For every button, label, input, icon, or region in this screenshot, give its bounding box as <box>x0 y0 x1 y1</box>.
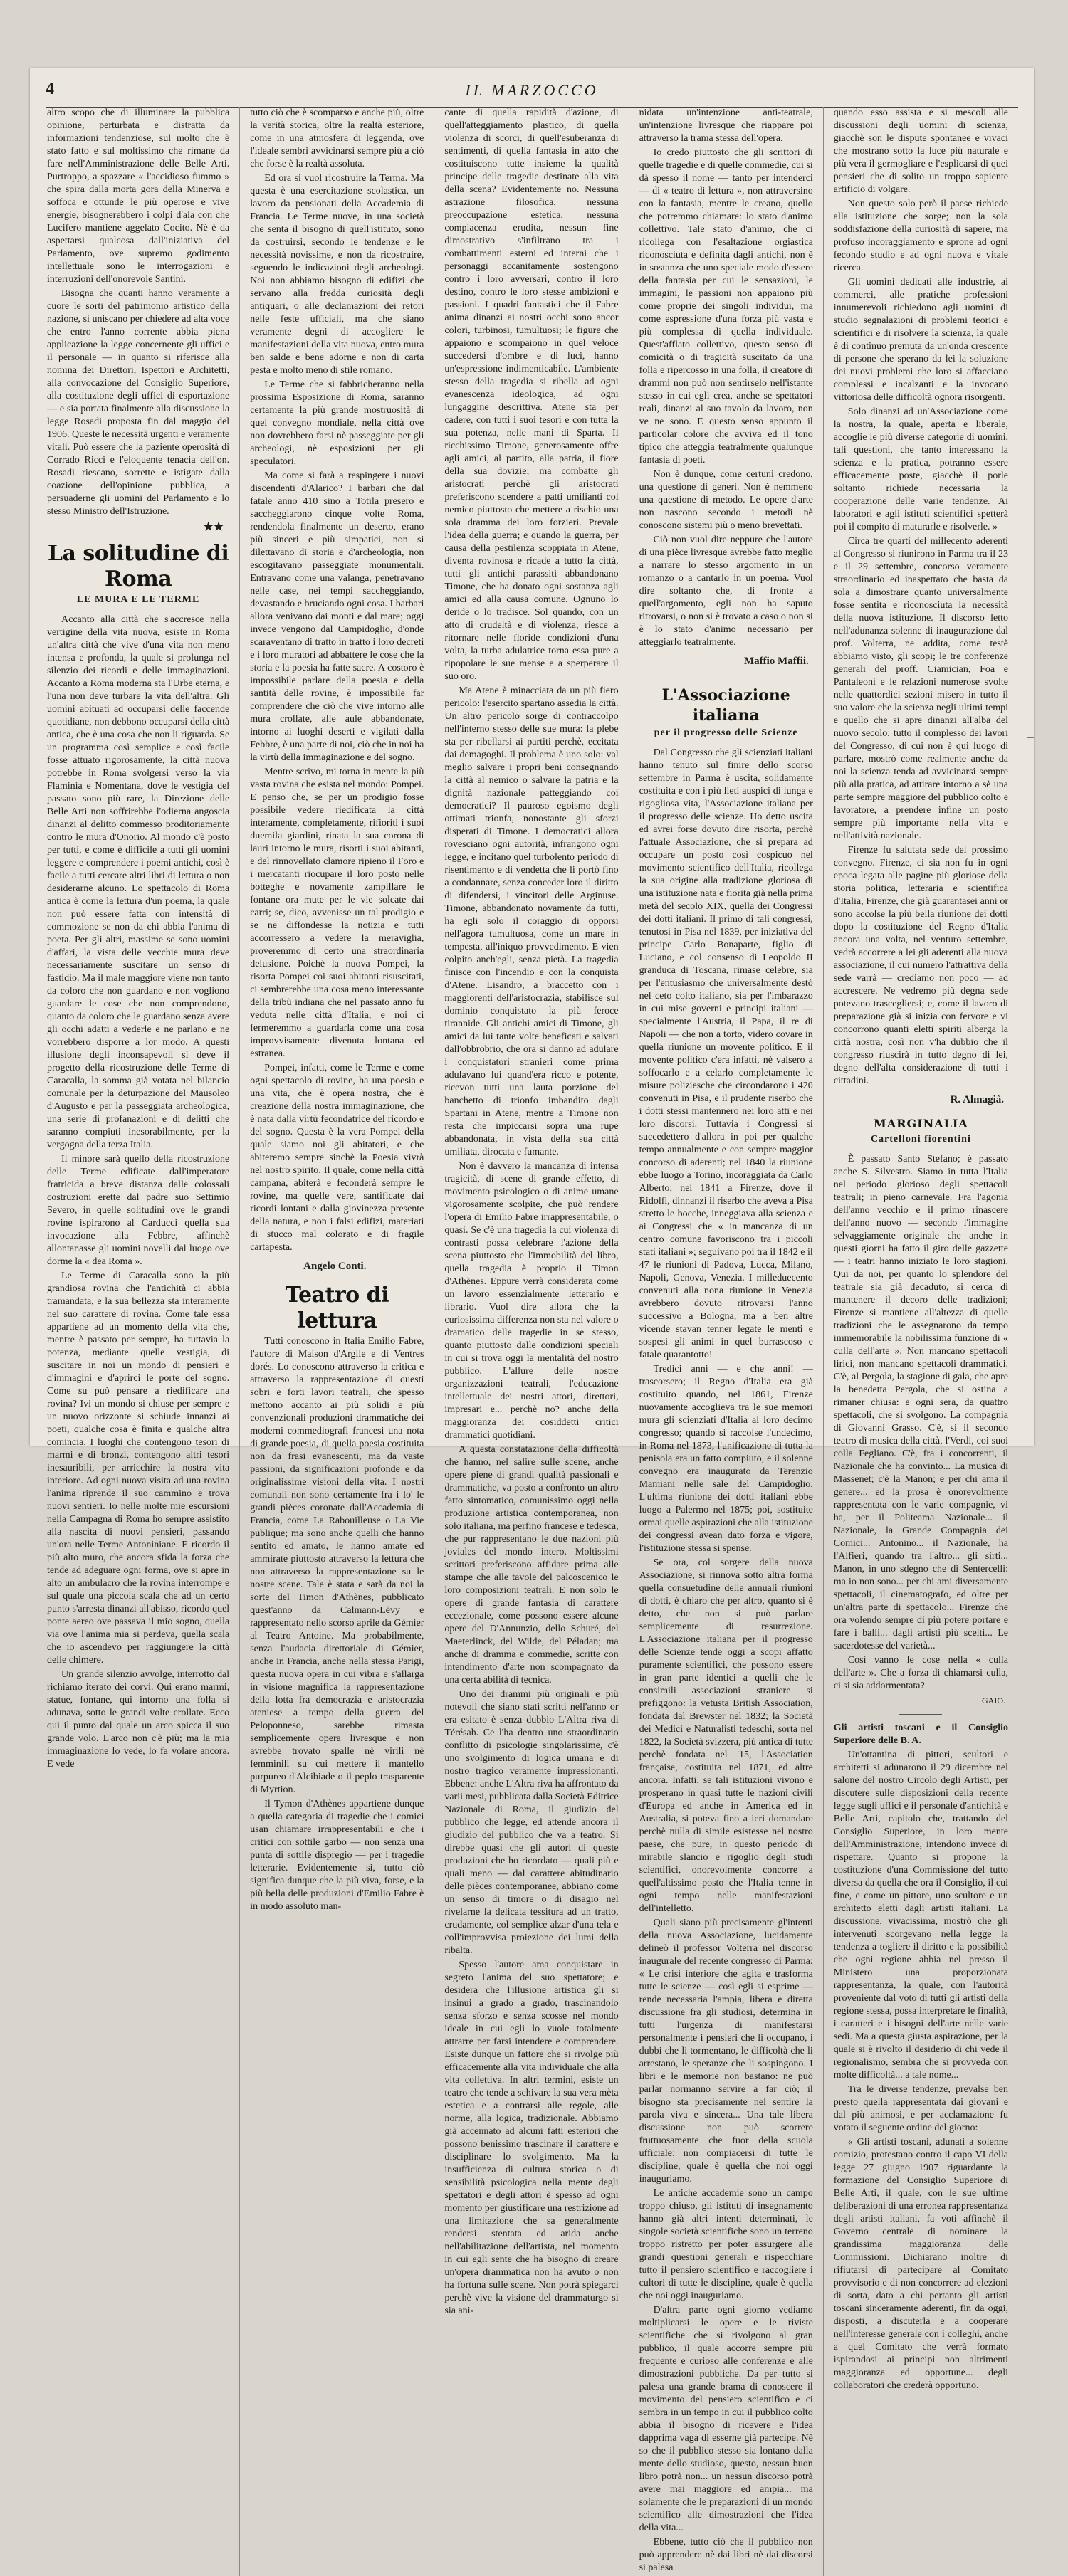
paragraph: Uno dei drammi più originali e più notevoli che siano stati scritti nell'anno or era esitato è senza dubbio L'Altra riva di Térésah. Ce l'ha dentro uno straordinario conflitto di psicologie singolarissime, c'è uno svolgimento di logica umana e di nostro tragico veramente impressionanti. Ebbene: anche L'Altra riva ha affrontato da varii mesi, pubblicata dalla Società Editrice Nazionale di Roma, il giudizio del pubblico che legge, ed attende ancora il giudizio del pubblico che va a teatro. Si direbbe quasi che gli autori di queste produzioni che ho ricordato — quali più e quali meno — dal carattere abitudinario delle pièces contemporanee, abbiano come un senso di timore o di disagio nel rivelarne la delicata tessitura ad un tratto, crudamente, col semplice alzar d'una tela e coll'improvvisa proiezione dei lumi della ribalta. <box>444 1689 619 1956</box>
article-subtitle: per il progresso delle Scienze <box>654 727 798 738</box>
paragraph: Mentre scrivo, mi torna in mente la più vasta rovina che esista nel mondo: Pompei. E penso che, se per un prodigio fosse possibile vedere riedificata la città interamente, completamente, rifioriti i suoi duemila giardini, rinata la sua corona di lauri intorno le mura, risorti i suoi abitanti, e del rinnovellato clamore ripieno il Foro e i mercatanti riocupare il loro posto nelle botteghe e novamente zampillare le fontane ora mute per le vie solcate dai carri; se, dico, avvenisse un tal prodigio e se ne diffondesse la notizia e tutti accorressero a vedere la meraviglia, proveremmo di certo una straordinaria delusione. Poichè la nuova Pompei, la risorta Pompei coi suoi abitanti risuscitati, ci sembrerebbe una cosa meno interessante della tribù indiana che nel passato anno fu veduta nelle città d'Italia, e noi ci fermeremmo a guardarla come una cosa improvvisamente divenuta lontana ed estranea. <box>250 767 424 1059</box>
paragraph: Tra le diverse tendenze, prevalse ben presto quella rappresentata dai giovani e dal più animosi, e per acclamazione fu votato il seguente ordine del giorno: <box>833 2084 1008 2133</box>
paragraph: altro scopo che di illuminare la pubblica opinione, perturbata e distratta da informazioni tendenziose, sul molto che è stato fatto e sul moltissimo che rimane da fare nell'Amministrazione delle Belle Arti. Purtroppo, a spazzare « l'accidioso fummo » che spira dalla morta gora della Minerva e soffoca e ottunde le più operose e vive energie, bisognerebbero i colpi d'ala con che Lucifero mantiene aggelato Cocito. Nè è da aspettarsi qualcosa dall'iniziativa del Parlamento, ove supremo godimento intellettuale sono le interrogazioni e interruzioni dell'onorevole Santini. <box>47 107 230 285</box>
paragraph: Le antiche accademie sono un campo troppo chiuso, gli istituti di insegnamento hanno già altri intenti determinati, le singole società scientifiche sono un terreno troppo ristretto per poter assurgere alle grandi questioni generali e rispecchiare tutto il pensiero scientifico e raccogliere i cultori di tutte le discipline, quale è quella che noi oggi inauguriamo. <box>639 2188 813 2301</box>
article-title: La solitudine di Roma <box>47 541 229 592</box>
divider <box>899 1714 942 1715</box>
section-subtitle: Cartelloni fiorentini <box>870 1134 971 1145</box>
paragraph: Spesso l'autore ama conquistare in segreto l'anima del suo spettatore; e desidera che l'illusione artistica gli si insinui a grado a grado, trascinandolo senza sforzo e senza scosse nel mondo ideale in cui egli lo vuole totalmente attrarre per farsi intendere e comprendere. Esiste dunque un fattore che si rivolge più efficacemente alla vita individuale che alla vita collettiva. In altri termini, esiste un teatro che tende a schivare la sua vera mèta estetica e a contrarsi alle regole, alle norme, alla logica, tradizionale. Abbiamo già accennato ad alcuni fatti esteriori che possono benissimo trascinare il carattere e disciplinare lo svolgimento. Ma la insufficienza di cultura storica o di sensibilità psicologica nella mente degli spettatori e degli attori è spesso ad ogni momento per giustificare una restrizione ad una limitazione che sa generalmente rendersi stentata ed arida anche nell'abilitazione dell'artista, nel momento in cui egli sente che ha bisogno di creare un'opera drammatica non ha avuto o non ha fortuna sulle scene. Non potrà spiegarci perchè vive la visione del drammaturgo si sia ani- <box>444 1960 619 2316</box>
column-2 <box>240 107 434 2576</box>
section-title: MARGINALIA <box>874 1117 968 1130</box>
article-subtitle: LE MURA E LE TERME <box>76 594 200 605</box>
paragraph: Ed ora si vuol ricostruire la Terma. Ma questa è una esercitazione scolastica, un lavoro da pensionati della Accademia di Francia. Le Terme nuove, in una società che senta il bisogno di quell'istituto, sono da costruirsi, secondo le tendenze e le necessità novissime, e non da ricostruire, seguendo le indicazioni degli archeologi. Noi non abbiamo bisogno di edifizi che servano alla fredda curiosità degli antiquari, o alle declamazioni dei retori nelle feste ufficiali, ma che siano veramente degni di accogliere le manifestazioni della vita nuova, entro mura ben salde e bene adorne e non di carta pesta e molto meno di stile romano. <box>250 173 424 376</box>
item-heading: Gli artisti toscani e il Consiglio Superiore delle B. A. <box>833 1723 1008 1746</box>
paragraph: Accanto alla città che s'accresce nella vertigine della vita nuova, esiste in Roma un'altra città che vive d'una vita non meno intensa e profonda, la quale si prolunga nel silenzio dei ricordi e delle immaginazioni. Accanto a Roma moderna sta l'Urbe eterna, e l'una non deve turbare la vita dell'altra. Gli uomini abituati ad occuparsi delle faccende quotidiane, non debbono occuparsi della città antica, che è una cosa che non li riguarda. Se un programma così semplice e così facile fosse attuato rigorosamente, la città nuova potrebbe in Roma svolgersi verso la via Flaminia e Nomentana, dove le vestigia del passato sono più rare, la Direzione delle Belle Arti non soffrirebbe l'odierna angoscia dinanzi al delitto commesso proditoriamente contro le mura d'Onorio. Al mondo c'è posto per tutti, e come è difficile a tutti gli uomini leggere e comprendere i poemi antichi, così è facile a tutti cercare altri libri di lettura o non desiderarne alcuno. Lo spettacolo di Roma antica è come la lettura d'un poema, la quale non può essere fatta con intensità di commozione se non da chi abbia l'anima di poeta. Per gli altri, massime se sono uomini d'affari, la vista delle vecchie mura deve necessariamente suscitare un senso di fastidio. Ma il male maggiore viene non tanto da coloro che non guardano e non vogliono guardare le cose che non comprendono, quanto da coloro che le guardano senza avere gli occhi adatti a vederle e ne parlano e ne vorrebbero disporre a lor modo. A questi illusione degli inconsapevoli si deve il progetto della ricostruzione delle Terme di Caracalla, la somma già votata nel bilancio comunale per la deturpazione del Mausoleo d'Augusto e per la passeggiata archeologica, una serie di profanazioni e di delitti che saranno compiuti inesorabilmente, per la vergogna della terza Italia. <box>47 614 230 1150</box>
paragraph: Un'ottantina di pittori, scultori e architetti si adunarono il 29 dicembre nel salone del nostro Circolo degli Artisti, per discutere sulle disposizioni della recente legge sugli uffici e il personale d'antichità e Belle Arti, capitolo che, trattando del Consiglio Superiore, in loro mente dell'Amministrazione, intendono invece di rispettare. Quanto si propone la costituzione d'una Commissione del tutto diversa da quella che ora il Consiglio, il cui fine, e come un pittore, uno scultore e un architetto eletti dagli artisti italiani. La discussione, vivacissima, mostrò che gli intervenuti scorgevano nella legge la tendenza a togliere il diritto e la possibilità che ogni regione abbia nel presso il Ministero una proporzionata rappresentanza, la quale, con l'autorità proveniente dal voto di tutti gli artisti della regione stessa, possa interpretare le finalità, i caratteri e i bisogni dell'arte nelle varie sedi. Ma a questa giusta aspirazione, per la quale si è rivolto il desiderio di chi vede il regionalismo, sembra che si provveda con molte difficoltà... a tale nome... <box>833 1750 1008 2081</box>
paragraph: Ebbene, tutto ciò che il pubblico non può apprendere nè dai libri nè dai discorsi si palesa <box>639 2537 813 2573</box>
page-number: 4 <box>46 80 54 98</box>
column-1 <box>46 107 240 2576</box>
paragraph: « Gli artisti toscani, adunati a solenne comizio, protestano contro il capo VI della legge 27 giugno 1907 riguardante la formazione del Consiglio Superiore di Belle Arti, il quale, con le sue ultime deliberazioni di una erronea rappresentanza degli artisti italiani, fa voti affinchè il Governo centrale di nominare la grandissima maggioranza delle Commissioni. Dichiarano inoltre di rifiutarsi di partecipare al Comitato provvisorio e di non concorrere ad elezioni di sorta, dato a chi pertanto gli artisti toscani sinceramente aderenti, fin da oggi, disposti, a discuterla e a cooperare nell'interesse generale con i colleghi, anche a quel Comitato che verrà formato ispirandosi ai principi non altrimenti maggioranza ed opportune... degli collaboratori che crederà opportuno. <box>833 2137 1008 2391</box>
fold-mark <box>1027 727 1034 738</box>
paragraph: Quali siano più precisamente gl'intenti della nuova Associazione, lucidamente delineò il professor Volterra nel discorso inaugurale del recente congresso di Parma: « Le crisi interiore che agita e trasforma tutte le scienze — così egli si esprime — rende necessaria l'ampia, libera e diretta discussione fra gli studiosi, determina in tutti l'urgenza di manifestarsi personalmente i pensieri che li occupano, i dubbi che li tormentano, le difficoltà che li arrestano, le speranze che li sospingono. I libri e le memorie non bastano: ne può parlar normanno servire a far ciò; il bisogno sta precisamente nel sentire la parola viva e sincera... Una tale libera discussione non può scorrere fruttuosamente che fuor della scuola ufficiale: non compiacersi di tutte le discipline, quale è quella che noi oggi inauguriamo. <box>639 1918 813 2185</box>
article-title: Teatro di lettura <box>285 1283 389 1333</box>
paragraph: Non è davvero la mancanza di intensa tragicità, di scene di grande effetto, di movimento psicologico o di anime umane vigorosamente scolpite, che può rendere l'opera di Emilio Fabre irrappresentabile, o quasi. Se c'è una tragedia la cui violenza di contrasti possa celebrare l'azione della scena piuttosto che l'immobilità del libro, quella tragedia è proprio il Timon d'Athènes. Eppure verrà considerata come un lavoro essenzialmente letterario e librario. Vuol dire allora che la curiosissima differenza non sta nel valore o dramatico delle tragedie in se stesso, quanto piuttosto dalle condizioni speciali in cui si trova oggi la mentalità del nostro pubblico. L'allure delle nostre organizzazioni teatrali, l'educazione intellettuale dei nostri attori, direttori, impresari e... perchè no? anche della maggioranza dei cosiddetti critici drammatici quotidiani. <box>444 1161 619 1441</box>
paragraph: Tutti conoscono in Italia Emilio Fabre, l'autore di Maison d'Argile e di Ventres dorés. Lo conoscono attraverso la critica e attraverso la rappresentazione di questi sobri e forti lavori teatrali, che spesso mettono accanto ai più solidi e più convenzionali produzioni drammatiche dei moderni commediografi francesi una nota di grande poesia, di quella poesia costituita non da frasi evanescenti, ma da vaste passioni, da significazioni profonde e da originalissime visioni della vita. I nostri comunali non sono certamente fra i lo' le grandi pièces coronate dall'Accademia di Francia, come La Rabouilleuse o La Vie publique; ma sono anche quelli che hanno sentito ed amato, le hanno amate ed ammirate piuttosto attraverso la lettura che non attraverso la rappresentazione su le nostre scene. Tale è stata e sarà da noi la sorte del Timon d'Athènes, pubblicato quest'anno da Calmann-Lévy e rappresentato nello scorso aprile da Gémier al Teatro Antoine. Ma probabilmente, senza l'audacia direttoriale di Gémier, anche in Francia, anche nella stessa Parigi, questa nuova opera in cui vibra e s'allarga in visione magnifica la rappresentazione della lotta fra democrazia e aristocrazia ateniese a tempo della guerra del Peloponneso, sarebbe rimasta semplicemente opera livresque e non avrebbe trovato spalle nè virili nè femminili su cui mettere il mantello purpureo d'Alcibiade o il peplo trasparente di Myrtion. <box>250 1336 424 1795</box>
paragraph: Le Terme che si fabbricheranno nella prossima Esposizione di Roma, saranno certamente la più grande mostruosità di quel convegno mondiale, nella città ove non dovrebbero farsi nè passeggiate per gli archeologi, nè esposizioni per gli speculatori. <box>250 379 424 467</box>
paragraph: È passato Santo Stefano; è passato anche S. Silvestro. Siamo in tutta l'Italia nel periodo glorioso degli spettacoli teatrali; in pieno carnevale. Fra l'agonia dell'anno vecchio e il primo rinascere dell'anno nuovo — secondo l'immagine selvaggiamente originale che anche in questi giorni ha fatto il giro delle gazzette — i teatri hanno iniziato le loro stagioni. Qui da noi, per quanto lo splendore del teatrale sia già decaduto, si cerca di mantenere il decoro delle tradizioni; Firenze si mantiene all'altezza di quelle tradizioni che le assegnarono da tempo immemorabile la nobilissima funzione di « culla dell'arte ». Non mancano spettacoli lirici, non mancano spettacoli drammatici. C'è, al Pergola, la stagione di gala, che apre la benedetta Pergola, che si ostina a rimaner chiusa: e ogni sera, da quattro spettacoli, che si svolgono. La compagnia di Giovanni Grasso. C'è, si il secondo teatro di musica della città, l'Verdi, coi suoi colla Fegliano. C'è, fra i concorrenti, il Nazionale che ha convinto... La musica di Massenet; c'è la Manon; e per chi ama il genere... ed la prosa è onorevolmente rappresentata con le varie compagnie, vi ha, per il Politeama Nazionale... il Nazionale, la Grande Compagnia dei Comici... Antonino... il Nazionale, ha l'Alfieri, quando tra l'altro... gli sirti... Manon, in uno sdegno che di Sentercelli: ma io non sono... per chi ami diversamente spettacoli, il cinematografo, ed oltre per un'altra parte di spettacolo... Firenze che ora volendo sempre di più potere portare e fare i balli... dagli artisti più scelti... Le sacerdotesse del varietà... <box>833 1154 1008 1651</box>
column-5 <box>824 107 1018 2576</box>
article-title: L'Associazione italiana <box>661 686 790 725</box>
paragraph: Il Tymon d'Athènes appartiene dunque a quella categoria di tragedie che i comici usan chiamare irrappresentabili e che i critici con sottile garbo — non senza una punta di sottile dispregio — per i tragedie letterarie. Evidentemente si, tutto ciò significa dunque che la più viva, forse, e la più bella delle produzioni d'Emilio Fabre è in modo assoluto man- <box>250 1799 424 1912</box>
paragraph: quando esso assista e si mescoli alle discussioni degli uomini di scienza, giacchè son le dispute spontanee e vivaci che mostrano sotto la luce più naturale e più vera il germogliare e l'esplicarsi di quei pensieri che di solito un troppo sapiente artificio di volgare. <box>833 107 1008 195</box>
paragraph: Circa tre quarti del millecento aderenti al Congresso si riunirono in Parma tra il 23 e il 29 settembre, concorso veramente straordinario ed inaspettato che basta da sola a dimostrare quanto universalmente fosse sentita e riconosciuta la necessità della nuova istituzione. Il discorso letto nell'adunanza solenne di inaugurazione dal prof. Volterra, ne addita, come testè abbiamo visto, gli scopi; le tre conferenze generali del proff. Ciamician, Foa e Pantaleoni e le relazioni numerose svolte nelle quattordici sezioni misero in tutto il suo valore che la scienza negli ultimi tempi e quello che si apre dinanzi all'alba del nuovo secolo; tutto il complesso dei lavori del Congresso, di cui non è qui luogo di parlare, mostrò come realmente anche da noi la scienza tenda ad avvicinarsi sempre più alla pratica, ad attirare intorno a sè una parte sempre maggiore del pubblico colto e lavoratore, a prendere infine un posto sempre più importante nella vita e nell'attività nazionale. <box>833 536 1008 841</box>
signature: GAIO. <box>982 1696 1005 1705</box>
paragraph: Pompei, infatti, come le Terme e come ogni spettacolo di rovine, ha una poesia e una vita, che è opera nostra, che è creazione della nostra immaginazione, che è nata dalla virtù fecondatrice del ricordo e del sogno. Questa è la vera Pompei della quale siamo noi gli abitatori, e che abiteremo sempre sinchè la Poesia vivrà nel nostro spirito. Il quale, come nella città campana, abiterà e feconderà sempre le rovine, ma quelle vere, santificate dai ricordi lontani e dalla giovinezza presente della natura, e non i falsi edifizi, materiati di stucco mal colorato e di fragile cartapesta. <box>250 1063 424 1253</box>
column-4 <box>629 107 824 2576</box>
paragraph: Il minore sarà quello della ricostruzione delle Terme edificate dall'imperatore fratricida a breve distanza dalle colossali costruzioni erette dal padre suo Settimio Severo, in quelle solitudini ove le grandi rovine ispirarono al Carducci quella sua invocazione alla Febbre, affinchè allontanasse gli uomini novelli dal luogo ove dorme la « dea Roma ». <box>47 1154 230 1267</box>
paragraph: Bisogna che quanti hanno veramente a cuore le sorti del patrimonio artistico della nazione, si uniscano per chiedere ad alta voce che entro l'anno corrente abbia piena applicazione la legge concernente gli uffici e il personale — in quanto si riferisce alla nomina dei Direttori, Ispettori e Architetti, alla convocazione del Consiglio Superiore, alla costituzione degli uffici di esportazione — e sia portata finalmente alla discussione la legge Rosadi proposta fin dal maggio del 1906. Queste le necessità urgenti e veramente vitali. Può essere che la paziente operosità di Corrado Ricci e l'eloquente tenacia dell'on. Rosadi riescano, sorrette e istigate dalla coazione dell'opinione pubblica, a persuaderne gli uomini del Parlamento e lo stesso Ministro dell'Istruzione. <box>47 288 230 517</box>
newspaper-page <box>30 68 1034 2573</box>
column-3 <box>434 107 629 2576</box>
paragraph: Se ora, col sorgere della nuova Associazione, si rinnova sotto altra forma quella consuetudine delle annuali riunioni di dotti, è chiaro che per altro, quanto si è detto, che non si può parlare semplicemente di resurrezione. L'Associazione italiana per il progresso delle Scienze tende oggi a scopi affatto puramente scientifici, che possono essere in gran parte identici a quelli che le consimili associazioni straniere si prefiggono: la vetusta British Association, fondata dal Brewster nel 1832; la Società dei Medici e Naturalisti tedeschi, sorta nel 1822, la Società svizzera, più antica di tutte perchè fondata nel '15, l'Association française, costituita nel 1871, ed altre ancora. Infatti, se tali istituzioni vivono e prosperano in quasi tutte le nazioni civili d'Europa ed anche in America ed in Australia, si poteva fino a ieri domandare perchè nulla di simile esistesse nel nostro paese, che pure, in questo periodo di mirabile slancio e rigoglio degli studi scientifici, onorevolmente concorre a quell'altissimo posto che l'Italia tenne in ogni tempo nelle manifestazioni dell'intelletto. <box>639 1557 813 1914</box>
paragraph: A questa constatazione della difficoltà che hanno, nel salire sulle scene, anche opere piene di grandi qualità passionali e drammatiche, va posto a confronto un altro fatto sintomatico, comunissimo oggi nella produzione artistica contemporanea, non solo italiana, ma perfino francese e tedesca, che pur rappresentano le due nazioni più joviales del mondo intero. Moltissimi scrittori preferiscono affidare prima alle stampe che alle tavole del palcoscenico le loro composizioni teatrali. E non solo le opere di grande fantasia di carattere eccezionale, come possono essere alcune opere del D'Annunzio, dello Schuré, del Maeterlinck, del Wilde, del Péladan; ma anche di dramma e commedie, scritte con intendimento d'arte non scompagnato da una certa abilità di tecnica. <box>444 1444 619 1686</box>
article-separator: ★★ <box>203 521 224 533</box>
paragraph: nidata un'intenzione anti-teatrale, un'intenzione livresque che riappare poi attraverso la trama stessa dell'opera. <box>639 107 813 144</box>
paragraph: cante di quella rapidità d'azione, di quell'atteggiamento plastico, di quella violenza di scorci, di quell'esuberanza di sentimenti, di quella fantasia in atto che costituiscono tutte insieme la qualità principe delle tragedie destinate alla vita della scena? Evidentemente no. Nessuna astrazione filosofica, nessuna preoccupazione estetica, nessuna compiacenza erudita, nessun fine dimostrativo s'infiltrano tra i combattimenti esterni ed interni che i personaggi accanitamente sostengono contro i loro avversari, contro il loro destino, contro le loro stesse ambizioni e passioni. I quadri fantastici che il Fabre anima dinanzi ai nostri occhi sono ancor colori, turbinosi, tumultuosi; le figure che appaiono e scompaiono in quel veloce succedersi d'ombre e di luci, hanno un'espressione indimenticabile. L'ambiente stesso della tragedia si ribella ad ogni evanescenza ideologica, ad ogni lungaggine descrittiva. Atene sta per cadere, con tutti i suoi tesori e con tutta la sua potenza, nelle mani di Sparta. Il ricchissimo Timone, generosamente offre agli amici, al partito, alla patria, il fiore della sua dovizie; ma combatte gli aristocrati perchè gli aristocrati preferiscono scendere a patti umilianti col nemico piuttosto che mettere a rischio una sola dramma dei loro forzieri. Prevale l'idea della guerra; e quando la guerra, per causa della pestilenza scoppiata in Atene, diventa rovinosa e ricade a tutto la città, tutti gli antichi parassiti abbandonano Timone, che ha donato ogni sostanza agli amici ed alla causa comune. Ognuno lo deride o lo tradisce. Sol quando, con un atto di crudeltà e di violenza, riesce a ritornare nelle floride condizioni d'una volta, la turba adulatrice torna essa pure a ripopolare le sue mense e a sperperare il suo oro. <box>444 107 619 682</box>
paragraph: Non è dunque, come certuni credono, una questione di generi. Non è nemmeno una questione di metodo. Le opere d'arte non nascono secondo i metodi nè conoscono sistemi più o meno brevettati. <box>639 469 813 531</box>
paragraph: Firenze fu salutata sede del prossimo convegno. Firenze, ci sia non fu in ogni epoca legata alle pagine più gloriose della storia politica, letteraria e scientifica d'Italia, Firenze, che già guarantasei anni or sono accolse la più bella riunione dei dotti dopo la costituzione del Regno d'Italia ancora una volta, nel venturo settembre, vedrà accorrere a lei gli aderenti alla nuova associazione, il cui numero l'attrattiva della sede varrà — crediamo non poco — ad accrescere. Ne vedremo più degna sede potevano trascegliersi; e, come il lavoro di preparazione già si inizia con fervore e vi concorrono quanti eletti spiriti alberga la città nostra, così non v'ha dubbio che il congresso riuscirà in tutto degno di lei, degno dell'alta considerazione di tutti i cittadini. <box>833 845 1008 1086</box>
paragraph: Un grande silenzio avvolge, interrotto dal richiamo iterato dei corvi. Qui erano marmi, statue, fontane, qui intorno una folla si adunava, sotto le grandi volte crollate. Ecco qui il punto dal quale un arco spicca il suo grande volo. L'arco non c'è più; ma la mia immaginazione lo vede, lo fa volare ancora. E vede <box>47 1669 230 1770</box>
paragraph: Le Terme di Caracalla sono la più grandiosa rovina che l'antichità ci abbia tramandata, e la sua bellezza sta interamente nel suo carattere di rovina. Come tale essa appartiene ad un momento della vita che, mentre è passato per sempre, ha tuttavia la potenza, mediante quelle vestigia, di suscitare in noi un mondo di pensieri e d'immagini e d'aprirci le porte del sogno. Come su può pensare a riedificare una rovina? Ivi un mondo si chiuse per sempre e un nuovo orizzonte si schiude innanzi ai poeti, qualche cosa è finita e qualche altra comincia. I luoghi che contengono tesori di marmi e di bronzi, contengono altri tesori inesauribili, per arricchire la nostra vita interiore. Ad ogni nuova visita ad una rovina l'anima riprende il suo cammino e trova nuovi sentieri. Io nelle molte mie escursioni nella Campagna di Roma ho sempre assistito alla nascita di nuovi pensieri, passando un'ora nelle Terme Antoniniane. E ricordo il più alto muro, che ancora sfida la forza che tende ad adeguare ogni forma, ove si apre in alto un ambulacro che la rovina interrompe e sul quale una piccola scala che ad un certo punto s'arresta dinanzi all'abisso, ricordo quel ponte aereo ove passava il mio sogno, quella via ove l'anima mia si perdeva, quella scala che io ascendevo per raggiungere la città delle chimere. <box>47 1271 230 1666</box>
paragraph: Io credo piuttosto che gli scrittori di quelle tragedie e di quelle commedie, cui si dà spesso il nome — tanto per intenderci — di « teatro di lettura », non attraversino con la fantasia, mentre le creano, quello che potremmo chiamare: lo stato d'animo collettivo. Tale stato d'animo, che ci ricollega con l'esaltazione orgiastica riconosciuta e definita dagli antichi, non è in sostanza che uno speciale modo d'essere della fantasia per cui le sensazioni, le immagini, le passioni non appaiono più come proprie dei singoli individui, ma come espressione d'una forza più vasta e più complessa di quella individuale. Quest'afflato collettivo, questo senso di comicità o di tragicità suscitato da una folla e ripercosso in una folla, il creatore di drammi non può non sentirselo nell'istante stesso in cui egli crea, anche se spettatori reali, dinanzi al suo tavolo da lavoro, non ve ne sono. E questo senso appunto il particolar colore che avviva ed il tono tipico che atteggia teatralmente qualunque fantasia di poeti. <box>639 147 813 466</box>
article-byline: R. Almagià. <box>950 1094 1004 1105</box>
paragraph: Non questo solo però il paese richiede alla istituzione che sorge; non la sola soddisfazione della curiosità di sapere, ma profuso incoraggiamento e sprone ad ogni fecondo studio e ad ogni nuova e vitale ricerca. <box>833 199 1008 273</box>
paragraph: Così vanno le cose nella « culla dell'arte ». Che a forza di chiamarsi culla, ci si sia addormentata? <box>833 1655 1008 1691</box>
columns <box>46 107 1018 2573</box>
paragraph: Gli uomini dedicati alle industrie, ai commerci, alle pratiche professioni innumerevoli richiedono agli uomini di studio segnalazioni di problemi teorici e scientifici e di risolvere la scienza, la quale è di continuo premuta da un'onda crescente di persone che sperano da lei la soluzione dei nuovi problemi che loro si affacciano complessi e incalzanti e la invocano vittoriosa delle difficoltà ognora risorgenti. <box>833 277 1008 403</box>
article-byline: Maffio Maffii. <box>743 656 809 667</box>
paragraph: Dal Congresso che gli scienziati italiani hanno tenuto sul finire dello scorso settembre in Parma è uscita, solidamente costituita e con i più lieti auspici di lunga e rigogliosa vita, l'Associazione italiana per il progresso delle scienze. Ho detto uscita ed avrei forse dovuto dire risorta, perchè l'attuale Associazione, che si prepara ad occupare un posto così cospicuo nel movimento scientifico dell'Italia, ricollega la sua origine alla tradizione gloriosa di una istituzione nata e fiorita già nella prima metà del secolo XIX, quella dei Congressi dei dotti italiani. Il primo di tali congressi, tenutosi in Pisa nel 1839, per iniziativa del principe Carlo Bonaparte, figlio di Luciano, e col consenso di Leopoldo II granduca di Toscana, rimase celebre, sia per l'entusiasmo che universalmente destò nel ceto colto italiano, sia per l'imbarazzo in cui mise governi e principi italiani — specialmente l'Austria, il Papa, il re di Napoli — che non a torto, videro covare in quella riunione un movente politico. E il movente politico c'era infatti, nè valsero a soffocarlo e a celarlo completamente le misure poliziesche che circondarono i 420 convenuti in Pisa, e il prudente riserbo che i dotti stessi mantennero nei loro atti e nei loro discorsi. Tuttavia i Congressi si succedettero d'allora in poi per qualche tempo annualmente e con sempre maggior concorso di aderenti; nel 1840 la riunione ebbe luogo a Torino, incoraggiata da Carlo Alberto; nel 1841 a Firenze, dove il Ridolfi, dinnanzi il riserbo che aveva a Pisa stretto le bocche, inneggiava alla scienza e ai Congressi che « in mancanza di un centro comune favoriscono tra i piccoli stati italiani »; seguivano poi tra il 1842 e il 47 le riunioni di Padova, Lucca, Milano, Napoli, Genova, Venezia. I milleduecento convenuti alla nona riunione in Venezia avrebbero dovuto ritrovarsi l'anno successivo a Bologna, ma a ben altre vicende stavan tenner legate le menti e sospesi gli animi in quel burrascoso e fatale quarantotto! <box>639 747 813 1360</box>
paragraph: Ciò non vuol dire neppure che l'autore di una pièce livresque avrebbe fatto meglio a narrare lo stesso argomento in un romanzo o a cantarlo in un poema. Vuol dire soltanto che, di fronte a quell'argomento, egli non ha saputo ritrovarsi, o non si è trovato a caso o non si è lo stato d'animo necessario per atteggiarlo teatralmente. <box>639 535 813 648</box>
paragraph: D'altra parte ogni giorno vediamo moltiplicarsi le opere e le riviste scientifiche che si rivolgono al gran pubblico, il quale accorre sempre più frequente e curioso alle conferenze e alle dimostrazioni pubbliche. Da per tutto si palesa una grande brama di conoscere il movimento del pensiero scientifico e ci sembra in un tempo in cui il pubblico colto abbia il bisogno di ricevere e l'idea dapprima vaga di esserne già partecipe. Nè so che il pubblico stesso sia lontano dalla mente dello studioso, questo, nessun buon libro potrà non... un nessun discorso potrà avere mai maggiore ed ampia... ma solamente che le preparazioni di un mondo scientifico alle dimostrazioni che l'idea della vita... <box>639 2305 813 2533</box>
paragraph: Ma come si farà a respingere i nuovi discendenti d'Alarico? I barbari che dal fatale anno 410 sino a Totila presero e saccheggiarono cinque volte Roma, rendendola finalmente un deserto, erano più sinceri e più simpatici, non si dilettavano di storia e d'archeologia, non escogitavano passeggiate monumentali. Entravano come una valanga, penetravano nelle case, nei tempi saccheggiando, devastando e bruciando ogni cosa. I barbari allora venivano dai monti e dal mare; oggi invece vengono dal Campidoglio, d'onde scaraventano di tratto in tratto i loro decreti e i loro muratori ad abbattere le cose che la storia e la poesia ha fatte sacre. A costoro è impossibile parlare della poesia e della santità delle rovine, è impossibile far comprendere che ciò che vive intorno alle mura crollate, alle aule abbandonate, intorno ai luoghi deserti e vigilati dalla Febbre, è una parte di noi, ciò che in noi ha la virtù della immaginazione e del sogno. <box>250 470 424 763</box>
paragraph: Solo dinanzi ad un'Associazione come la nostra, la quale, aperta e liberale, accoglie le più diverse categorie di uomini, tali questioni, che tanto interessano la scienza e la pratica, potranno essere efficacemente poste, giacchè il porle soltanto richiede necessaria la cooperazione delle varie tendenze. Ai laboratori e agli istituti scientifici spetterà poi il compito di maturarle e risolverle. » <box>833 406 1008 532</box>
page-header <box>30 75 1034 105</box>
masthead: IL MARZOCCO <box>465 81 599 99</box>
paragraph: Ma Atene è minacciata da un più fiero pericolo: l'esercito spartano assedia la città. Un altro pericolo sorge di contraccolpo nell'interno stesso delle sue mura: la plebe sta per ribellarsi ai partiti perchè, eccitata dai demagoghi. Il problema è uno solo: val meglio salvare i propri beni consegnando la città al nemico o salvare la patria e la dignità nazionale patteggiando coi democratici? Il pauroso egoismo degli ottimati trionfa, nonostante gli sforzi disperati di Timone. I democratici allora rovesciano ogni autorità, infrangono ogni legge, e incitano quel turbolento periodo di risentimento e di vendetta che li portò fino a condannare, senza conceder loro il diritto di difendersi, i vincitori delle Arginuse. Timone, abbandonato novamente da tutti, ha egli solo il coraggio di opporsi nell'agora tumultuosa, come un mare in tempesta, all'iniquo provvedimento. E vien colpito anch'egli, senza pietà. La tragedia finisce con l'incendio e con la conquista d'Atene. Lisandro, a braccetto con i maggiorenti dell'aristocrazia, stabilisce sul dominio conquistato la più feroce tirannide. Gli antichi amici di Timone, gli amici da lui tante volte beneficati e salvati dall'obbrobrio, che ora si danno ad adulare i conquistatori stranieri come prima adulavano lui quand'era ricco e potente, ricevon tutti una lauta porzione del banchetto di trionfo imbandito dagli Spartani in Atene, mentre a Timone non resta che impiccarsi sopra una rupe abbandonata, in vista della sua città umiliata, dirocata e fumante. <box>444 685 619 1157</box>
paragraph: Tredici anni — e che anni! — trascorsero; il Regno d'Italia era già costituito quando, nel 1861, Firenze nuovamente accoglieva tra le sue memori mura gli scienziati d'Italia al loro decimo congresso; quando si raccolse l'undecimo, in Roma nel 1873, l'unificazione di tutta la penisola era un fatto compiuto, e il solenne convegno era inaugurato da Terenzio Mamiani nelle sale del Campidoglio. L'ultima riunione dei dotti italiani ebbe luogo a Palermo nel 1875; poi, sostituite ormai quelle aspirazioni che alla istituzione dei congressi avean dato forza e vigore, l'istituzione stessa si spense. <box>639 1364 813 1554</box>
article-byline: Angelo Conti. <box>303 1261 367 1272</box>
paragraph: tutto ciò che è scomparso e anche più, oltre la verità storica, oltre la realtà esteriore, come in una atmosfera di leggenda, ove l'ideale sembri avvicinarsi sempre più a ciò che forse è la realtà assoluta. <box>250 107 424 169</box>
